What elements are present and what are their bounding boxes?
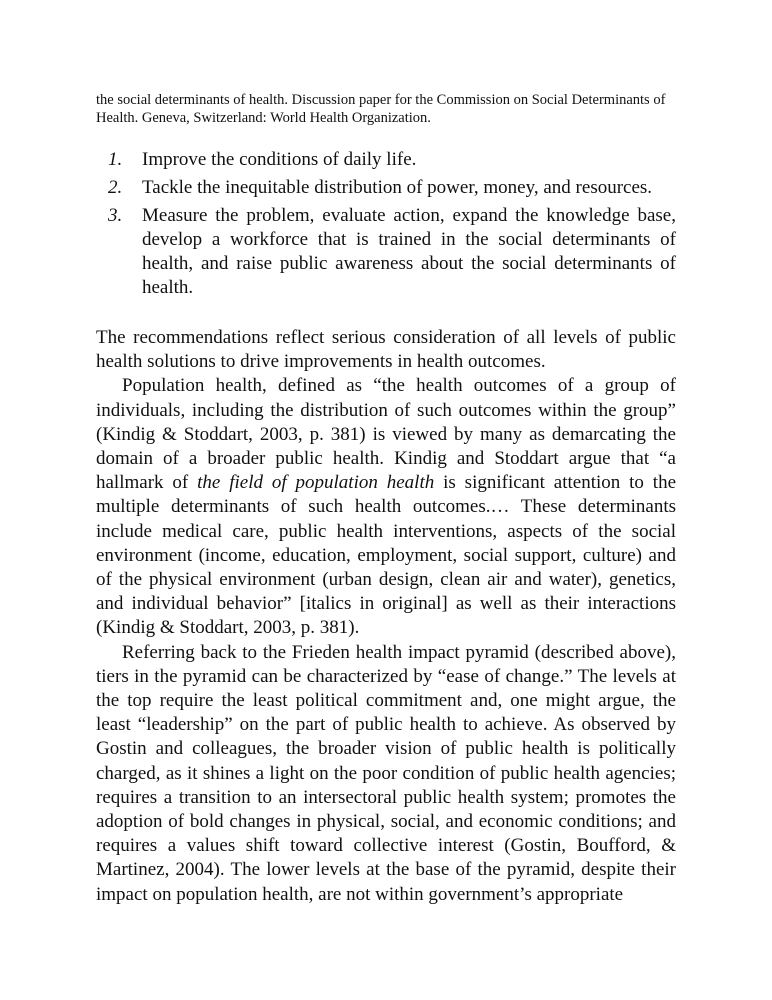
paragraph-population-health xyxy=(96,374,676,640)
italic-phrase: the field of population health xyxy=(197,472,435,494)
footnote-text: the social determinants of health. Discussion paper for the Commission on Social Determinants of Health. Geneva, Switzerland: World Health Organization. xyxy=(96,92,666,126)
paragraph-recommendations-summary: The recommendations reflect serious consideration of all levels of public health solutions to drive improvements in health outcomes. xyxy=(96,327,676,373)
list-item xyxy=(96,148,676,172)
list-item xyxy=(96,176,676,200)
list-item-text: Tackle the inequitable distribution of power, money, and resources. xyxy=(142,177,653,198)
list-item-text: Improve the conditions of daily life. xyxy=(142,149,417,170)
list-number: 1. xyxy=(108,149,123,170)
list-item xyxy=(96,204,676,300)
list-number: 2. xyxy=(108,177,123,198)
list-item-text: Measure the problem, evaluate action, expand the knowledge base, develop a workforce that is trained in the social determinants of health, and raise public awareness about the social determinants of health. xyxy=(142,205,676,298)
paragraph-text: is significant attention to the multiple determinants of such health outcomes.… These determinants include medical care, public health interventions, aspects of the social environment (income, education, employment, social support, culture) and of the physical environment (urban design, clean air and water), genetics, and individual behavior” [italics in original] as well as their interactions (Kindig & Stoddart, 2003, p. 381). xyxy=(96,472,677,639)
document-page xyxy=(96,91,676,907)
list-number: 3. xyxy=(108,205,123,226)
paragraph-frieden-pyramid: Referring back to the Frieden health impact pyramid (described above), tiers in the pyramid can be characterized by “ease of change.” The levels at the top require the least political commitment and, one might argue, the least “leadership” on the part of public health to achieve. As observed by Gostin and colleagues, the broader vision of public health is politically charged, as it shines a light on the poor condition of public health agencies; requires a transition to an intersectoral public health system; promotes the adoption of bold changes in physical, social, and economic conditions; and requires a values shift toward collective interest (Gostin, Boufford, & Martinez, 2004). The lower levels at the base of the pyramid, despite their impact on population health, are not within government’s appropriate xyxy=(96,641,676,905)
recommendations-list xyxy=(96,148,676,300)
paragraph-text: Population health, defined as “the health outcomes of a group of individuals, including the distribution of such outcomes within the group” (Kindig & Stoddart, 2003, p. 381) is viewed by many as demarcating the domain of a broader public health. Kindig and Stoddart argue that “a hallmark of xyxy=(96,375,676,494)
